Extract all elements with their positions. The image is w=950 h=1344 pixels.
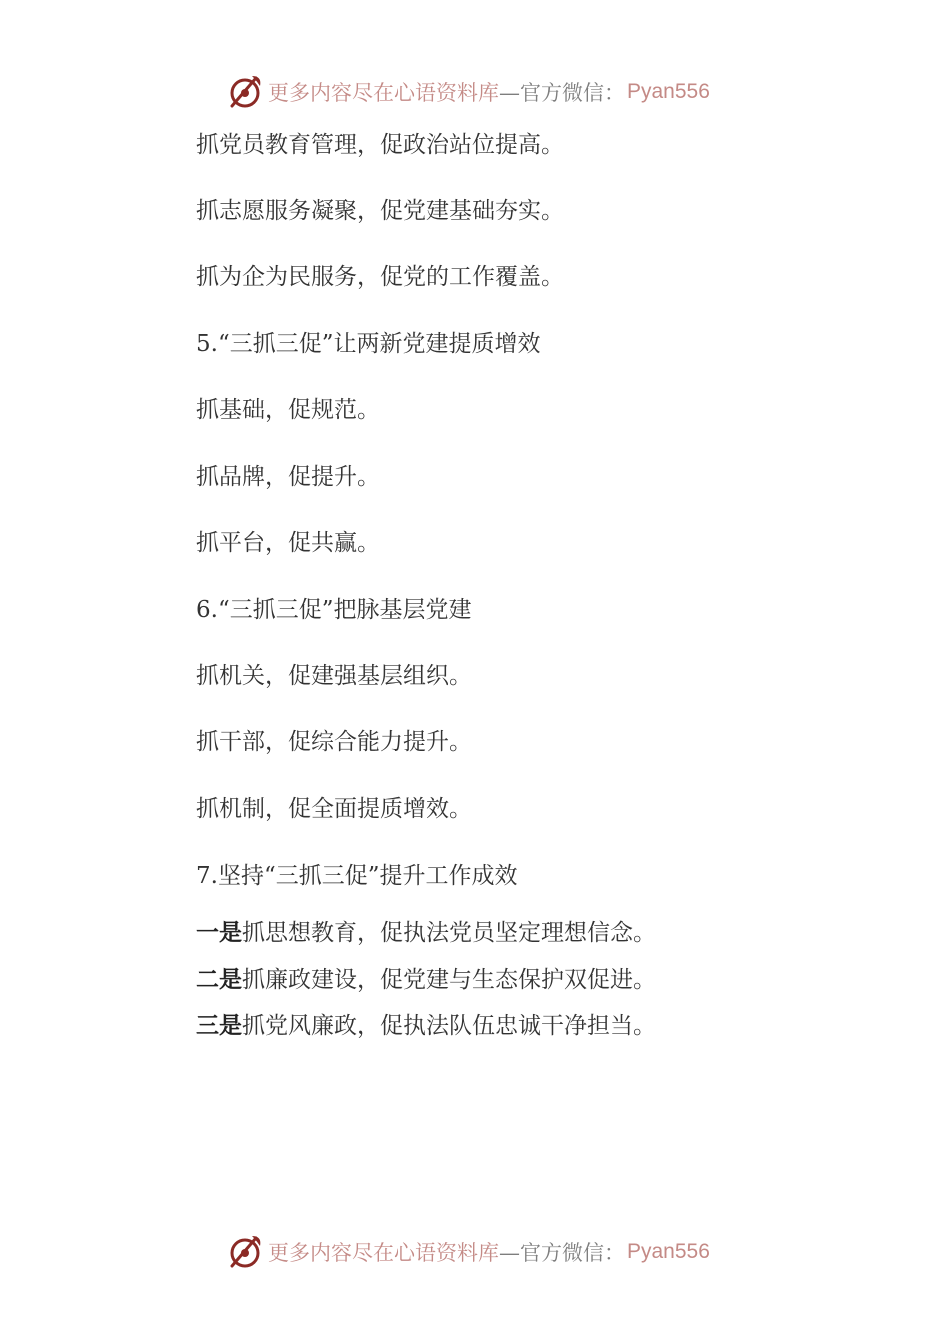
point-item: [196, 918, 656, 948]
logo-icon: [226, 72, 266, 112]
banner-wechat-id: Pyan556: [627, 1240, 710, 1263]
banner-text: 更多内容尽在心语资料库: [268, 81, 499, 105]
logo-icon: [226, 1232, 266, 1272]
banner-separator: —官方微信：: [499, 81, 625, 105]
banner-wechat-id: Pyan556: [627, 80, 710, 103]
point-text: 抓党风廉政，促执法队伍忠诚干净担当。: [242, 1013, 656, 1039]
text-line: 抓党员教育管理，促政治站位提高。: [196, 132, 564, 158]
point-lead: 三是: [196, 1013, 242, 1039]
point-lead: 二是: [196, 967, 242, 993]
text-line: 抓平台，促共赢。: [196, 530, 380, 556]
text-line: 抓机制，促全面提质增效。: [196, 796, 472, 822]
point-text: 抓思想教育，促执法党员坚定理想信念。: [242, 920, 656, 946]
point-lead: 一是: [196, 920, 242, 946]
header-banner: [226, 72, 710, 112]
banner-text: 更多内容尽在心语资料库: [268, 1241, 499, 1265]
section-heading: 6.“三抓三促”把脉基层党建: [196, 597, 472, 623]
text-line: 抓为企为民服务，促党的工作覆盖。: [196, 264, 564, 290]
point-item: [196, 965, 656, 995]
banner-separator: —官方微信：: [499, 1241, 625, 1265]
text-line: 抓机关，促建强基层组织。: [196, 663, 472, 689]
text-line: 抓志愿服务凝聚，促党建基础夯实。: [196, 198, 564, 224]
point-item: [196, 1011, 656, 1041]
section-heading: 7.坚持“三抓三促”提升工作成效: [196, 863, 518, 889]
text-line: 抓品牌，促提升。: [196, 464, 380, 490]
section-heading: 5.“三抓三促”让两新党建提质增效: [196, 331, 541, 357]
point-text: 抓廉政建设，促党建与生态保护双促进。: [242, 967, 656, 993]
footer-banner: [226, 1232, 710, 1272]
text-line: 抓基础，促规范。: [196, 397, 380, 423]
text-line: 抓干部，促综合能力提升。: [196, 729, 472, 755]
